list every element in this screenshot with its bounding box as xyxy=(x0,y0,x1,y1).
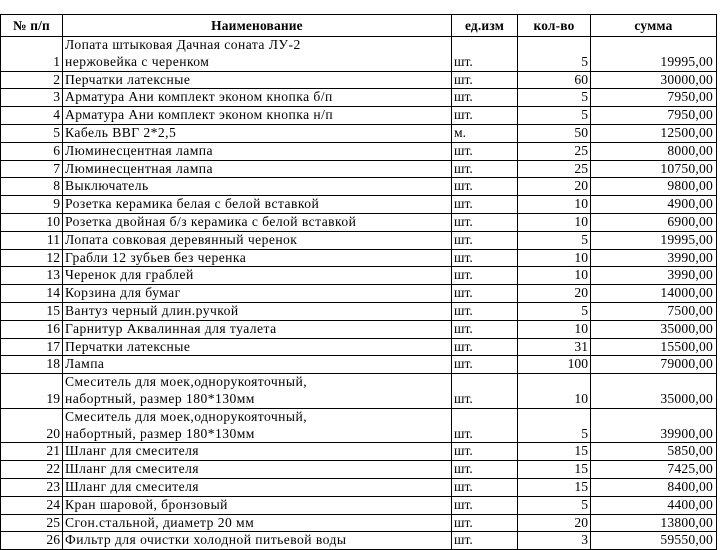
table-row xyxy=(1,160,717,178)
cell-qty[interactable]: 5 xyxy=(518,496,591,514)
cell-name[interactable] xyxy=(63,249,452,267)
cell-name-line: Выключатель xyxy=(65,178,149,194)
cell-name[interactable] xyxy=(63,37,452,72)
cell-unit[interactable]: шт. xyxy=(452,160,518,178)
cell-sum[interactable]: 59550,00 xyxy=(591,532,717,550)
cell-sum[interactable]: 3990,00 xyxy=(591,267,717,285)
table-row xyxy=(1,142,717,160)
cell-name-line: Черенок для граблей xyxy=(65,267,194,283)
cell-sum[interactable]: 3990,00 xyxy=(591,249,717,267)
cell-qty[interactable]: 20 xyxy=(518,178,591,196)
cell-qty[interactable]: 15 xyxy=(518,443,591,461)
cell-unit[interactable]: шт. xyxy=(452,514,518,532)
table-row xyxy=(1,478,717,496)
cell-name[interactable] xyxy=(63,461,452,479)
cell-qty[interactable]: 10 xyxy=(518,249,591,267)
cell-sum[interactable]: 19995,00 xyxy=(591,231,717,249)
cell-name-line: Люминесцентная лампа xyxy=(65,142,213,158)
cell-sum[interactable]: 13800,00 xyxy=(591,514,717,532)
cell-name-line: Вантуз черный длин.ручкой xyxy=(65,302,239,318)
cell-num[interactable]: 1 xyxy=(1,37,63,72)
cell-num[interactable]: 11 xyxy=(1,231,63,249)
cell-num[interactable]: 15 xyxy=(1,302,63,320)
cell-name[interactable] xyxy=(63,231,452,249)
cell-sum[interactable]: 4900,00 xyxy=(591,196,717,214)
cell-sum[interactable]: 7950,00 xyxy=(591,89,717,107)
cell-sum[interactable]: 12500,00 xyxy=(591,124,717,142)
cell-qty[interactable]: 31 xyxy=(518,338,591,356)
cell-qty[interactable]: 20 xyxy=(518,514,591,532)
cell-sum[interactable]: 9800,00 xyxy=(591,178,717,196)
cell-name-line: Кран шаровой, бронзовый xyxy=(65,496,228,512)
cell-name[interactable] xyxy=(63,178,452,196)
cell-unit[interactable]: шт. xyxy=(452,356,518,374)
cell-unit[interactable]: шт. xyxy=(452,231,518,249)
cell-unit[interactable]: шт. xyxy=(452,302,518,320)
cell-qty[interactable]: 5 xyxy=(518,107,591,125)
cell-name-line: Шланг для смесителя xyxy=(65,478,200,494)
cell-num[interactable]: 13 xyxy=(1,267,63,285)
table-row xyxy=(1,285,717,303)
cell-unit[interactable]: шт. xyxy=(452,338,518,356)
cell-name-line: Шланг для смесителя xyxy=(65,443,200,459)
header-qty: кол-во xyxy=(518,15,591,37)
table-row xyxy=(1,71,717,89)
cell-unit[interactable]: шт. xyxy=(452,213,518,231)
header-num: № п/п xyxy=(1,15,63,37)
cell-unit[interactable]: шт. xyxy=(452,142,518,160)
table-row xyxy=(1,124,717,142)
cell-num[interactable]: 23 xyxy=(1,478,63,496)
cell-sum[interactable]: 7500,00 xyxy=(591,302,717,320)
cell-qty[interactable]: 10 xyxy=(518,196,591,214)
cell-qty[interactable]: 100 xyxy=(518,356,591,374)
cell-name[interactable] xyxy=(63,443,452,461)
cell-name[interactable] xyxy=(63,267,452,285)
cell-qty[interactable]: 50 xyxy=(518,124,591,142)
table-row xyxy=(1,374,717,409)
cell-qty[interactable]: 25 xyxy=(518,142,591,160)
cell-num[interactable]: 20 xyxy=(1,408,63,443)
table-row xyxy=(1,320,717,338)
cell-name-line: Перчатки латексные xyxy=(65,71,191,87)
cell-num[interactable]: 25 xyxy=(1,514,63,532)
cell-name-line: Лопата штыковая Дачная соната ЛУ-2 xyxy=(65,37,301,52)
cell-sum[interactable]: 7950,00 xyxy=(591,107,717,125)
cell-name[interactable] xyxy=(63,196,452,214)
cell-qty[interactable]: 10 xyxy=(518,374,591,409)
cell-num[interactable]: 18 xyxy=(1,356,63,374)
cell-num[interactable]: 19 xyxy=(1,374,63,409)
cell-name[interactable] xyxy=(63,320,452,338)
cell-num[interactable]: 10 xyxy=(1,213,63,231)
table-row xyxy=(1,514,717,532)
cell-unit[interactable]: шт. xyxy=(452,443,518,461)
cell-sum[interactable]: 10750,00 xyxy=(591,160,717,178)
cell-name-line: Арматура Ани комплект эконом кнопка б/п xyxy=(65,89,333,105)
cell-unit[interactable]: шт. xyxy=(452,532,518,550)
cell-name[interactable] xyxy=(63,496,452,514)
table-row xyxy=(1,408,717,443)
cell-num[interactable]: 6 xyxy=(1,142,63,160)
cell-num[interactable]: 24 xyxy=(1,496,63,514)
cell-num[interactable]: 17 xyxy=(1,338,63,356)
cell-qty[interactable]: 10 xyxy=(518,213,591,231)
cell-name-line: Смеситель для моек,однорукояточный, xyxy=(65,374,308,390)
cell-unit[interactable]: шт. xyxy=(452,496,518,514)
table-row xyxy=(1,213,717,231)
cell-sum[interactable]: 4400,00 xyxy=(591,496,717,514)
table-row xyxy=(1,461,717,479)
cell-unit[interactable]: шт. xyxy=(452,107,518,125)
cell-qty[interactable]: 10 xyxy=(518,267,591,285)
table-row xyxy=(1,443,717,461)
table-row xyxy=(1,178,717,196)
cell-qty[interactable]: 15 xyxy=(518,478,591,496)
table-row xyxy=(1,532,717,550)
cell-name-line: Сгон.стальной, диаметр 20 мм xyxy=(65,514,255,530)
cell-qty[interactable]: 5 xyxy=(518,37,591,72)
cell-unit[interactable]: шт. xyxy=(452,408,518,443)
header-name: Наименование xyxy=(63,15,452,37)
cell-sum[interactable]: 5850,00 xyxy=(591,443,717,461)
cell-qty[interactable]: 5 xyxy=(518,302,591,320)
items-table xyxy=(0,14,717,550)
cell-name[interactable] xyxy=(63,71,452,89)
table-row xyxy=(1,302,717,320)
cell-name[interactable] xyxy=(63,107,452,125)
cell-name[interactable] xyxy=(63,356,452,374)
cell-name-line: набортный, размер 180*130мм xyxy=(65,390,255,406)
cell-qty[interactable]: 3 xyxy=(518,532,591,550)
table-row xyxy=(1,267,717,285)
cell-unit[interactable]: шт. xyxy=(452,178,518,196)
cell-name[interactable] xyxy=(63,302,452,320)
cell-name[interactable] xyxy=(63,160,452,178)
cell-num[interactable]: 12 xyxy=(1,249,63,267)
cell-unit[interactable]: шт. xyxy=(452,89,518,107)
table-row xyxy=(1,196,717,214)
cell-name-line: Шланг для смесителя xyxy=(65,461,200,477)
cell-name-line: Грабли 12 зубьев без черенка xyxy=(65,249,247,265)
cell-name[interactable] xyxy=(63,124,452,142)
cell-sum[interactable]: 35000,00 xyxy=(591,374,717,409)
cell-unit[interactable]: м. xyxy=(452,124,518,142)
table-row xyxy=(1,107,717,125)
cell-name-line: нержовейка с черенком xyxy=(65,53,210,69)
cell-qty[interactable]: 60 xyxy=(518,71,591,89)
cell-name[interactable] xyxy=(63,514,452,532)
cell-name-line: Фильтр для очистки холодной питьевой воды xyxy=(65,532,347,548)
header-sum: сумма xyxy=(591,15,717,37)
cell-num[interactable]: 8 xyxy=(1,178,63,196)
header-row xyxy=(1,15,717,37)
cell-name[interactable] xyxy=(63,408,452,443)
cell-name[interactable] xyxy=(63,532,452,550)
cell-name[interactable] xyxy=(63,285,452,303)
cell-sum[interactable]: 79000,00 xyxy=(591,356,717,374)
cell-num[interactable]: 7 xyxy=(1,160,63,178)
cell-qty[interactable]: 15 xyxy=(518,461,591,479)
table-row xyxy=(1,496,717,514)
cell-name-line: Кабель ВВГ 2*2,5 xyxy=(65,124,177,140)
cell-name-line: Люминесцентная лампа xyxy=(65,160,213,176)
cell-name-line: Лампа xyxy=(65,356,105,372)
cell-name[interactable] xyxy=(63,213,452,231)
cell-unit[interactable]: шт. xyxy=(452,374,518,409)
cell-num[interactable]: 14 xyxy=(1,285,63,303)
cell-sum[interactable]: 7425,00 xyxy=(591,461,717,479)
cell-qty[interactable]: 5 xyxy=(518,231,591,249)
cell-num[interactable]: 4 xyxy=(1,107,63,125)
cell-qty[interactable]: 10 xyxy=(518,320,591,338)
cell-num[interactable]: 22 xyxy=(1,461,63,479)
cell-name-line: Корзина для бумаг xyxy=(65,285,181,301)
cell-name-line: Арматура Ани комплект эконом кнопка н/п xyxy=(65,107,334,123)
cell-num[interactable]: 3 xyxy=(1,89,63,107)
cell-name[interactable] xyxy=(63,478,452,496)
cell-unit[interactable]: шт. xyxy=(452,249,518,267)
cell-name-line: Гарнитур Аквалинная для туалета xyxy=(65,320,277,336)
cell-name[interactable] xyxy=(63,338,452,356)
cell-sum[interactable]: 6900,00 xyxy=(591,213,717,231)
header-unit: ед.изм xyxy=(452,15,518,37)
cell-num[interactable]: 2 xyxy=(1,71,63,89)
cell-name-line: Перчатки латексные xyxy=(65,338,191,354)
cell-num[interactable]: 21 xyxy=(1,443,63,461)
cell-qty[interactable]: 5 xyxy=(518,89,591,107)
cell-name-line: Розетка керамика белая с белой вставкой xyxy=(65,196,320,212)
cell-unit[interactable]: шт. xyxy=(452,37,518,72)
cell-name-line: Розетка двойная б/з керамика с белой вставкой xyxy=(65,213,357,229)
table-body xyxy=(1,37,717,550)
table-row xyxy=(1,249,717,267)
table-row xyxy=(1,338,717,356)
cell-num[interactable]: 26 xyxy=(1,532,63,550)
cell-name[interactable] xyxy=(63,142,452,160)
cell-unit[interactable]: шт. xyxy=(452,461,518,479)
table-row xyxy=(1,37,717,72)
table-row xyxy=(1,231,717,249)
cell-name-line: набортный, размер 180*130мм xyxy=(65,425,255,441)
cell-sum[interactable]: 39900,00 xyxy=(591,408,717,443)
cell-unit[interactable]: шт. xyxy=(452,267,518,285)
cell-unit[interactable]: шт. xyxy=(452,478,518,496)
cell-sum[interactable]: 15500,00 xyxy=(591,338,717,356)
cell-qty[interactable]: 25 xyxy=(518,160,591,178)
cell-name-line: Смеситель для моек,однорукояточный, xyxy=(65,408,308,424)
table-row xyxy=(1,89,717,107)
table-row xyxy=(1,356,717,374)
cell-qty[interactable]: 5 xyxy=(518,408,591,443)
cell-unit[interactable]: шт. xyxy=(452,71,518,89)
cell-sum[interactable]: 35000,00 xyxy=(591,320,717,338)
cell-sum[interactable]: 30000,00 xyxy=(591,71,717,89)
cell-sum[interactable]: 19995,00 xyxy=(591,37,717,72)
cell-num[interactable]: 5 xyxy=(1,124,63,142)
cell-sum[interactable]: 8000,00 xyxy=(591,142,717,160)
cell-unit[interactable]: шт. xyxy=(452,285,518,303)
cell-name[interactable] xyxy=(63,374,452,409)
cell-name[interactable] xyxy=(63,89,452,107)
cell-num[interactable]: 16 xyxy=(1,320,63,338)
cell-num[interactable]: 9 xyxy=(1,196,63,214)
cell-sum[interactable]: 14000,00 xyxy=(591,285,717,303)
cell-unit[interactable]: шт. xyxy=(452,196,518,214)
cell-unit[interactable]: шт. xyxy=(452,320,518,338)
cell-sum[interactable]: 8400,00 xyxy=(591,478,717,496)
cell-name-line: Лопата совковая деревянный черенок xyxy=(65,231,298,247)
cell-qty[interactable]: 20 xyxy=(518,285,591,303)
